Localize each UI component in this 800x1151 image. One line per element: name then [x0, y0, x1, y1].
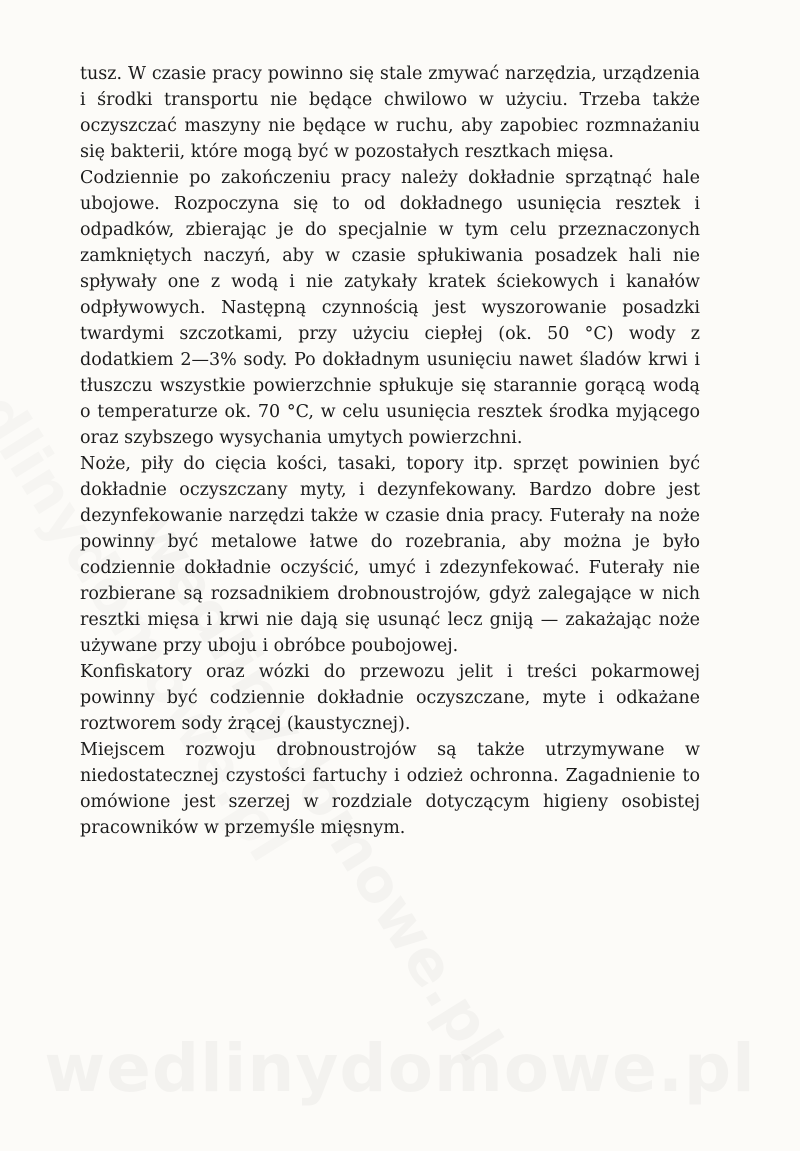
- paragraph-2: Codziennie po zakończeniu pracy należy dokładnie sprzątnąć hale ubojowe. Rozpoczyna się to od dokładnego usunięcia resztek i odpadków, zbierając je do specjalnie w tym celu przeznaczonych zamkniętych naczyń, aby w czasie spłukiwania posadzek hali nie spływały one z wodą i nie zatykały kratek ściekowych i kanałów odpływowych. Następną czynnością jest wyszorowanie posadzki twardymi szczotkami, przy użyciu ciepłej (ok. 50 °C) wody z dodatkiem 2—3% sody. Po dokładnym usunięciu nawet śladów krwi i tłuszczu wszystkie powierzchnie spłukuje się starannie gorącą wodą o temperaturze ok. 70 °C, w celu usunięcia resztek środka myjącego oraz szybszego wysychania umytych powierzchni.: [80, 168, 700, 448]
- watermark-footer: [0, 1030, 800, 1107]
- paragraph-5: Miejscem rozwoju drobnoustrojów są także utrzymywane w niedostatecznej czystości fartuchy i odzież ochronna. Zagadnienie to omówione jest szerzej w rozdziale dotyczącym higieny osobistej pracowników w przemyśle mięsnym.: [80, 740, 700, 838]
- body-text: [80, 61, 700, 841]
- paragraph-3: Noże, piły do cięcia kości, tasaki, topory itp. sprzęt powinien być dokładnie oczyszczany myty, i dezynfekowany. Bardzo dobre jest dezynfekowanie narzędzi także w czasie dnia pracy. Futerały na noże powinny być metalowe łatwe do rozebrania, aby można je było codziennie dokładnie oczyścić, umyć i zdezynfekować. Futerały nie rozbierane są rozsadnikiem drobnoustrojów, gdyż zalegające w nich resztki mięsa i krwi nie dają się usunąć lecz gniją — zakażając noże używane przy uboju i obróbce poubojowej.: [80, 454, 700, 656]
- paragraph-4: Konfiskatory oraz wózki do przewozu jelit i treści pokarmowej powinny być codziennie dokładnie oczyszczane, myte i odkażane roztworem sody żrącej (kaustycznej).: [80, 662, 700, 734]
- paragraph-1: tusz. W czasie pracy powinno się stale zmywać narzędzia, urządzenia i środki transportu nie będące chwilowo w użyciu. Trzeba także oczyszczać maszyny nie będące w ruchu, aby zapobiec rozmnażaniu się bakterii, które mogą być w pozostałych resztkach mięsa.: [80, 64, 700, 162]
